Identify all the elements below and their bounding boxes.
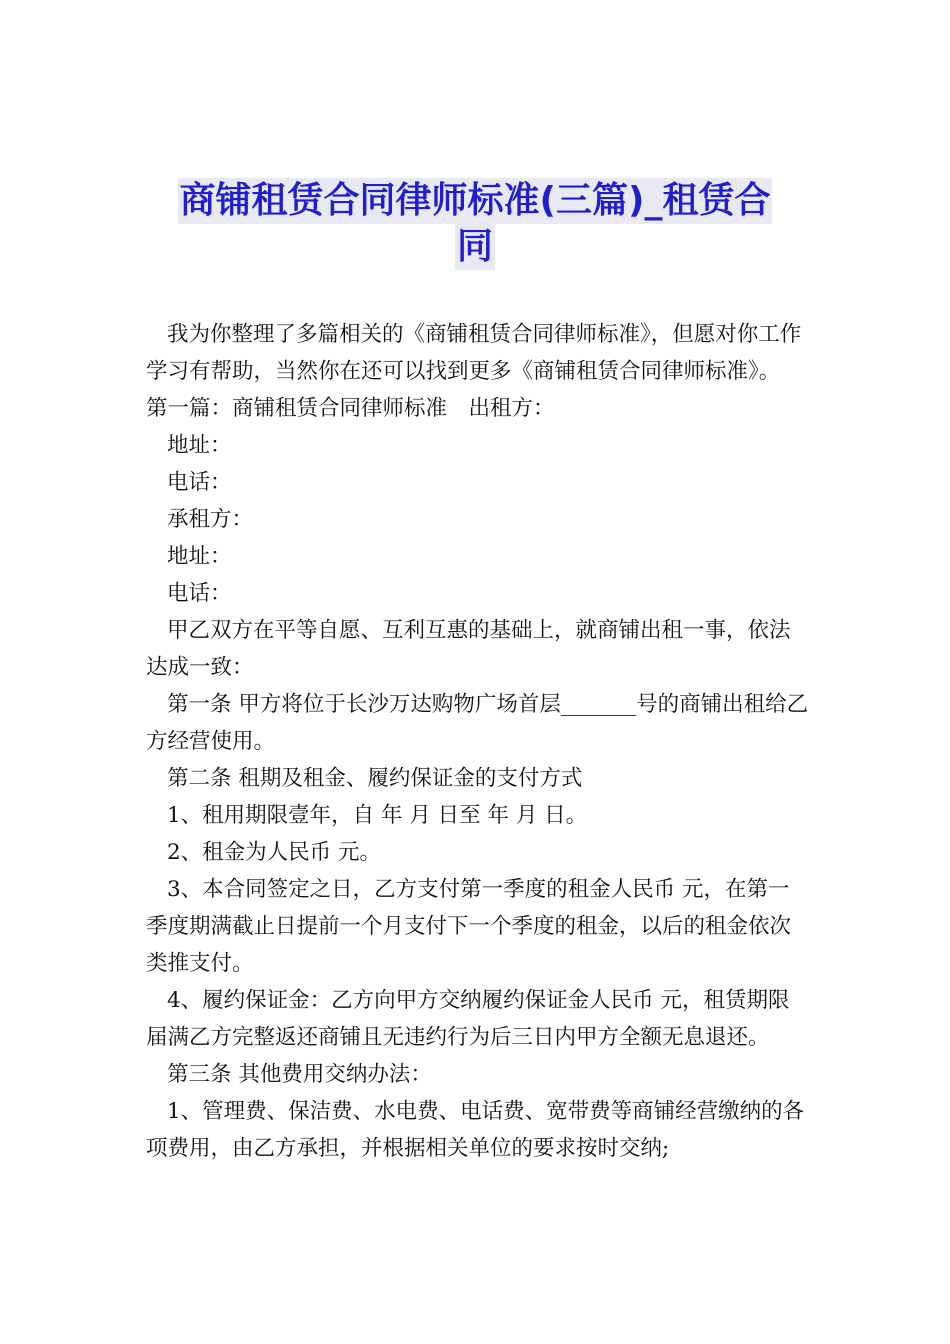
- document-body: [146, 316, 810, 1167]
- article-three-heading: 第三条 其他费用交纳办法：: [167, 1062, 432, 1087]
- agreement-paragraph: 甲乙双方在平等自愿、互利互惠的基础上，就商铺出租一事，依法达成一致：: [146, 618, 791, 680]
- article-one: 第一条 甲方将位于长沙万达购物广场首层_______号的商铺出租给乙方经营使用。: [146, 692, 809, 754]
- lessee-label: 承租方：: [167, 507, 254, 532]
- document-title-line-1: 商铺租赁合同律师标准(三篇)_租赁合: [178, 178, 773, 224]
- article-two-item-3: 3、本合同签定之日，乙方支付第一季度的租金人民币 元，在第一季度期满截止日提前一个月支付下一个季度的租金，以后的租金依次类推支付。: [146, 877, 792, 976]
- article-two-item-4: 4、履约保证金：乙方向甲方交纳履约保证金人民币 元，租赁期限届满乙方完整返还商铺且无违约行为后三日内甲方全额无息退还。: [146, 988, 790, 1050]
- article-two-item-2: 2、租金为人民币 元。: [167, 840, 382, 865]
- document-title: [0, 178, 950, 270]
- lessor-phone-label: 电话：: [167, 470, 232, 495]
- article-three-item-1: 1、管理费、保洁费、水电费、电话费、宽带费等商铺经营缴纳的各项费用，由乙方承担，并根据相关单位的要求按时交纳;: [146, 1099, 805, 1161]
- article-two-heading: 第二条 租期及租金、履约保证金的支付方式: [167, 766, 583, 791]
- section-heading-first: 第一篇：商铺租赁合同律师标准 出租方：: [146, 396, 555, 421]
- article-two-item-1: 1、租用期限壹年，自 年 月 日至 年 月 日。: [167, 803, 588, 828]
- document-title-line-2: 同: [455, 224, 495, 270]
- lessee-phone-label: 电话：: [167, 581, 232, 606]
- lessor-address-label: 地址：: [167, 433, 232, 458]
- lessee-address-label: 地址：: [167, 544, 232, 569]
- intro-paragraph: 我为你整理了多篇相关的《商铺租赁合同律师标准》，但愿对你工作学习有帮助，当然你在还可以找到更多《商铺租赁合同律师标准》。: [146, 322, 802, 384]
